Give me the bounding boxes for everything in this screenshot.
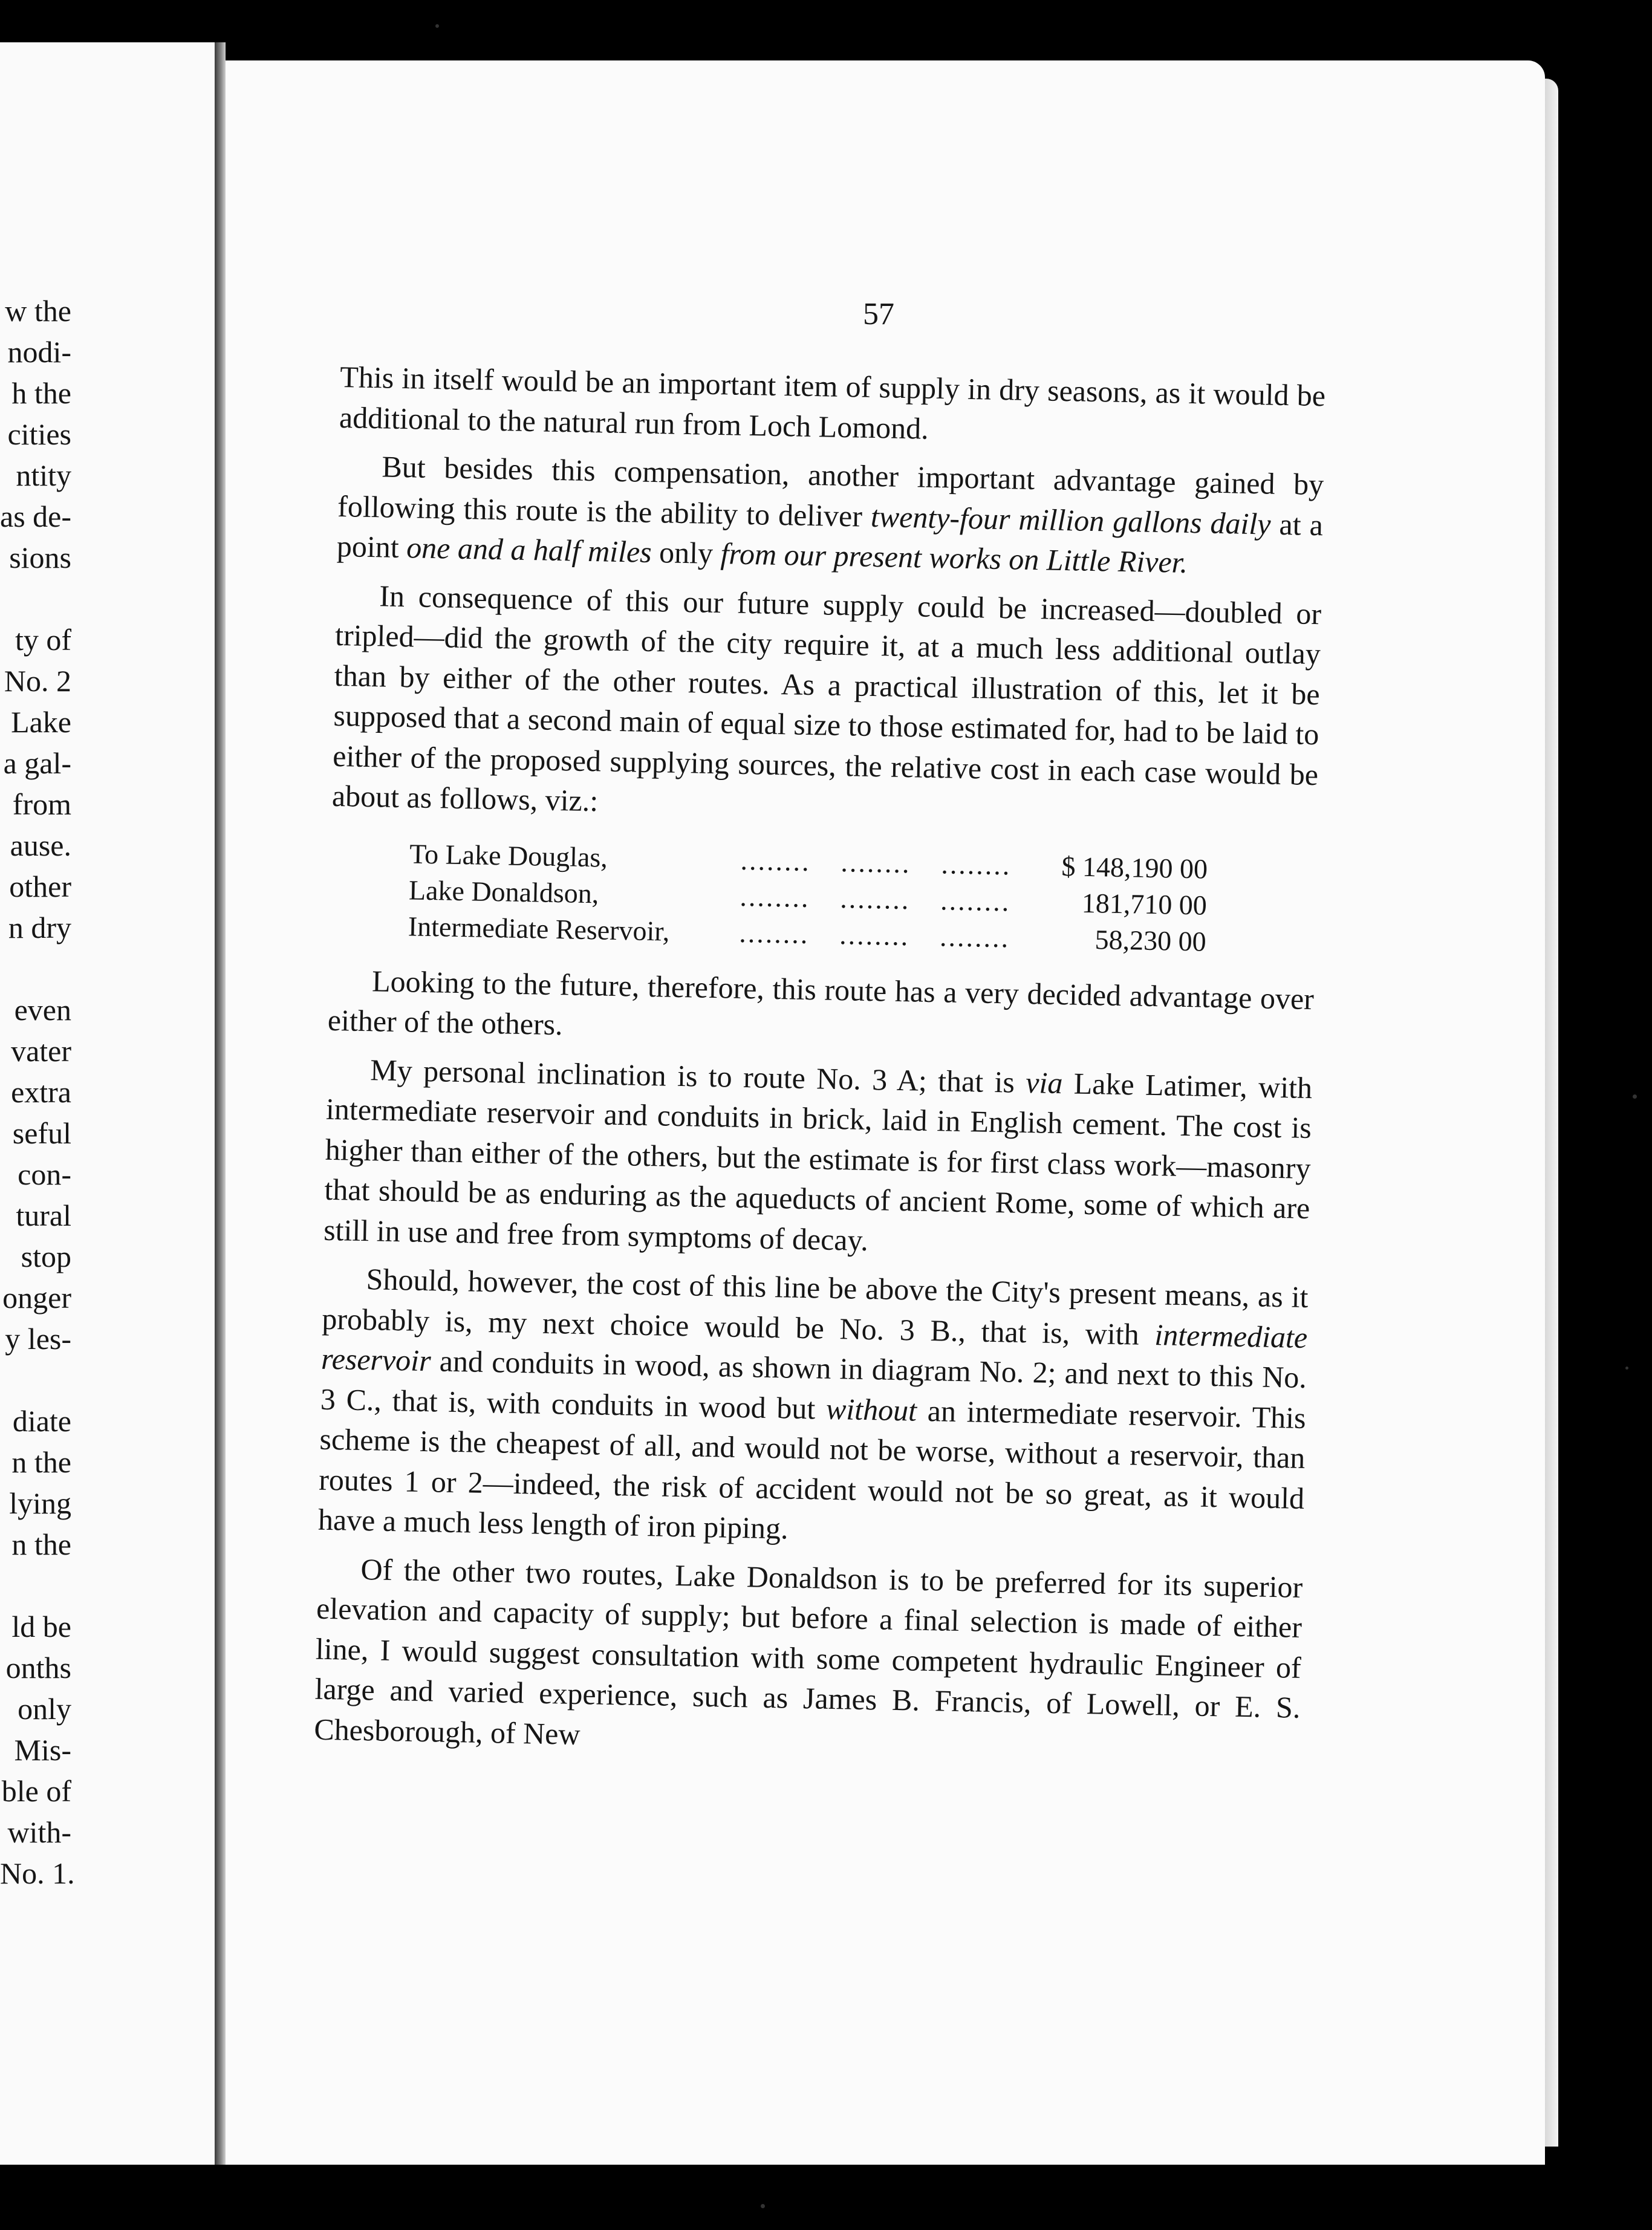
page-edge (1545, 79, 1558, 2147)
paragraph-6 (317, 1258, 1309, 1559)
facing-page-line: even (14, 993, 71, 1027)
facing-page-line: lying (9, 1486, 71, 1520)
italic-run: intermediate reservoir (320, 1317, 1308, 1378)
cost-comparison-table (408, 836, 1208, 960)
book-gutter (215, 42, 226, 2165)
facing-page-line (0, 1565, 71, 1606)
paragraph-5 (324, 1048, 1313, 1269)
facing-page-line: onths (5, 1651, 71, 1685)
paragraph-7: Of the other two routes, Lake Donaldson is to be preferred for its superior elevation and capacity of supply; but before a final selection is made of either line, I would suggest consultation with some competent hydraulic Engineer of large and varied experience, such as James B. Francis, of Lowell, or E. S. Chesborough, of New (313, 1552, 1303, 1751)
leader-dots: ........ (740, 880, 811, 913)
cost-label: Lake Donaldson, (408, 874, 599, 909)
facing-page-line: a gal- (3, 746, 71, 780)
facing-page-line: seful (12, 1116, 71, 1150)
facing-page-line: Lake (11, 705, 71, 739)
facing-page-line: ty of (15, 623, 71, 657)
facing-page-line (0, 948, 71, 989)
facing-page-line: ble of (1, 1774, 71, 1808)
facing-page-line: h the (11, 376, 71, 410)
facing-page-line (0, 1359, 71, 1400)
facing-page-line: tural (16, 1198, 71, 1232)
paragraph-4: Looking to the future, therefore, this route has a very decided advantage over either of the others. (327, 963, 1315, 1042)
leader-dots: ........ (738, 917, 810, 949)
facing-page-line: ause. (10, 828, 71, 862)
text-run: My personal inclination is to route No. 3 A; that is (369, 1052, 1026, 1099)
facing-page-line: w the (5, 294, 71, 328)
facing-page-line: Mis- (14, 1733, 71, 1767)
facing-page-line (0, 578, 71, 619)
facing-page-line: vater (11, 1034, 71, 1068)
text-run: and conduits in wood, as shown in diagram No. 2; and next to this No. 3 C., that is, with conduits in wood but (320, 1344, 1307, 1426)
italic-run: one and a half miles (406, 530, 652, 569)
text-run: only (651, 535, 721, 571)
page-body (314, 357, 1326, 1777)
facing-page-line: diate (12, 1404, 71, 1438)
facing-page-line: from (12, 787, 71, 821)
facing-page-line: only (18, 1692, 71, 1726)
leader-dots: ........ (740, 844, 811, 877)
italic-run: twenty-four million gallons daily (870, 499, 1272, 541)
facing-page-text-fragments (0, 290, 75, 1894)
text-run: Lake Latimer, with intermediate reservoir and conduits in brick, laid in English cement. The cost is higher than either of the others, but the estimate is for first class work—masonry that should be as enduring as the aqueducts of ancient Rome, some of which are still in use and free from symptoms of decay. (323, 1065, 1313, 1257)
facing-page-line: cities (7, 417, 71, 451)
leader-dots: ........ (939, 920, 1010, 953)
cost-amount: 58,230 00 (1094, 923, 1207, 957)
facing-page-line: con- (18, 1157, 71, 1191)
cost-label: To Lake Douglas, (409, 837, 608, 873)
facing-page (0, 42, 215, 2165)
text-run: an intermediate reservoir. This scheme is the cheapest of all, and would not be worse, without a reservoir, than routes 1 or 2—indeed, the risk of accident would not be so great, as it would have a much less length of iron piping. (317, 1393, 1307, 1546)
paragraph-1: This in itself would be an important item of supply in dry seasons, as it would be additional to the natural run from Loch Lomond. (339, 359, 1326, 446)
facing-page-line: n the (11, 1527, 71, 1561)
page-number: 57 (863, 297, 894, 331)
paragraph-2 (336, 446, 1324, 585)
facing-page-line: extra (11, 1075, 71, 1109)
leader-dots: ........ (941, 848, 1012, 880)
cost-amount: $ 148,190 00 (1061, 850, 1208, 885)
leader-dots: ........ (841, 846, 912, 879)
facing-page-line: with- (7, 1815, 71, 1849)
leader-dots: ........ (940, 884, 1011, 917)
facing-page-line: sions (9, 541, 71, 574)
facing-page-line: ntity (16, 458, 71, 492)
facing-page-line: other (9, 870, 71, 903)
italic-run: from our present works on Little River. (720, 536, 1188, 579)
facing-page-line: ld be (11, 1610, 71, 1643)
italic-run: without (825, 1391, 917, 1428)
text-run: at a point (336, 507, 1324, 565)
facing-page-line: nodi- (7, 335, 71, 369)
text-run: Should, however, the cost of this line be above the City's present means, as it probably is, my next choice would be No. 3 B., that is, with (321, 1262, 1309, 1351)
facing-page-line: y les- (5, 1322, 71, 1356)
facing-page-line: stop (21, 1240, 71, 1273)
cost-amount: 181,710 00 (1081, 887, 1208, 921)
facing-page-line: as de- (0, 499, 71, 533)
facing-page-line: No. 1. (0, 1856, 75, 1890)
cost-label: Intermediate Reservoir, (408, 910, 670, 947)
text-run: But besides this compensation, another important advantage gained by following this route is the ability to deliver (337, 449, 1324, 533)
italic-run: via (1025, 1065, 1063, 1100)
leader-dots: ........ (839, 918, 910, 951)
paragraph-3: In consequence of this our future supply could be increased—doubled or tripled—did the growth of the city require it, at a much less additional outlay than by either of the other routes. As a practical illustration of this, let it be supposed that a second main of equal size to those estimated for, had to be laid to either of the proposed supplying sources, the relative cost in each case would be about as follows, viz.: (331, 578, 1322, 818)
book-page (226, 60, 1545, 2165)
facing-page-line: n dry (8, 911, 71, 944)
facing-page-line: onger (2, 1281, 71, 1315)
leader-dots: ........ (839, 882, 911, 915)
facing-page-line: No. 2 (4, 664, 71, 698)
facing-page-line: n the (11, 1445, 71, 1479)
